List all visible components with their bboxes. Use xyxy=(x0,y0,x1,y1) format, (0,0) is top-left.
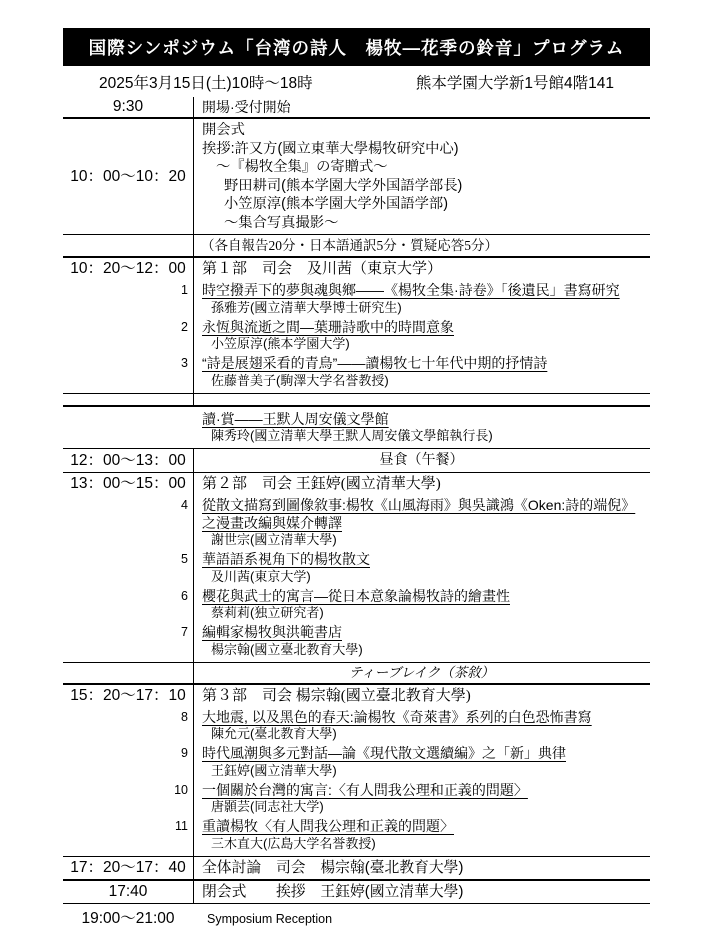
presentation-item xyxy=(63,316,650,353)
item-title: 華語語系視角下的楊牧散文 xyxy=(202,551,370,567)
item-number: 9 xyxy=(181,746,188,760)
item-title: 永恆與流逝之間—葉珊詩歌中的時間意象 xyxy=(202,318,454,335)
item-number: 8 xyxy=(181,709,188,724)
item-title: 編輯家楊牧與洪範書店 xyxy=(202,624,342,640)
item-title: 櫻花與武士的寓言—從日本意象論楊牧詩的繪畫性 xyxy=(202,587,510,604)
item-presenter: 楊宗翰(國立臺北教育大學) xyxy=(211,641,363,657)
time-cell: 13：00～15：00 xyxy=(70,475,186,492)
opening-line: 野田耕司(熊本学園大学外国語学部長) xyxy=(224,177,463,194)
item-title: 大地震, 以及黑色的春天:論楊牧《奇萊書》系列的白色恐怖書寫 xyxy=(202,708,592,725)
schedule-table xyxy=(63,97,650,931)
opening-line: 開会式 xyxy=(202,122,245,138)
presentation-item xyxy=(63,706,650,743)
presentation-item xyxy=(63,815,650,852)
presentation-item xyxy=(63,548,650,585)
item-number: 6 xyxy=(181,588,188,603)
doors-open-label: 開場·受付開始 xyxy=(202,99,291,115)
part2-header: 第２部 司会 王鈺婷(國立清華大學) xyxy=(202,476,441,492)
item-title: 從散文描寫到圖像敘事:楊牧《山風海雨》與吳識鴻《Oken:詩的端倪》之漫畫改編與媒介轉譯 xyxy=(202,497,636,531)
reception-row xyxy=(63,904,650,931)
doors-open-row xyxy=(63,97,650,119)
tea-break-label: ティーブレイク（茶敘） xyxy=(348,664,495,680)
item-presenter: 陳允元(臺北教育大學) xyxy=(211,726,337,741)
item-number: 5 xyxy=(181,552,188,566)
item-presenter: 小笠原淳(熊本学園大学) xyxy=(211,336,350,351)
tea-break-row xyxy=(63,663,650,685)
item-presenter: 蔡莉莉(独立研究者) xyxy=(211,605,324,620)
presentation-item xyxy=(63,352,650,389)
item-presenter: 佐藤普美子(駒澤大学名誉教授) xyxy=(211,372,389,388)
lunch-row xyxy=(63,449,650,473)
closing-ceremony-label: 閉会式 挨拶 王鈺婷(國立清華大學) xyxy=(202,883,464,900)
presentation-item xyxy=(63,742,650,779)
presentation-item xyxy=(63,621,650,658)
spacer-row xyxy=(63,394,650,407)
interlude-presenter: 陳秀玲(國立清華大學王默人周安儀文學館執行長) xyxy=(211,428,493,443)
reception-label: Symposium Reception xyxy=(207,911,333,926)
item-number: 10 xyxy=(174,782,188,797)
symposium-title: 国際シンポジウム「台湾の詩人 楊牧―花季の鈴音」プログラム xyxy=(88,37,625,58)
item-number: 3 xyxy=(181,356,188,370)
interlude-row xyxy=(63,407,650,450)
part3-header: 第３部 司会 楊宗翰(國立臺北教育大學) xyxy=(202,687,471,704)
date-venue-row xyxy=(63,66,650,97)
part1-header: 第１部 司会 及川茜（東京大学） xyxy=(202,261,443,277)
presentation-item xyxy=(63,585,650,622)
item-presenter: 孫雅芳(國立清華大學博士研究生) xyxy=(211,299,402,315)
item-title: 一個關於台灣的寓言:〈有人問我公理和正義的問題〉 xyxy=(202,781,528,798)
part1-header-line xyxy=(63,258,650,279)
presentation-item xyxy=(63,279,650,316)
time-cell: 12：00～13：00 xyxy=(70,451,186,469)
event-venue: 熊本学園大学新1号館4階141 xyxy=(415,74,614,92)
time-cell: 17：20～17：40 xyxy=(70,858,186,876)
item-number: 11 xyxy=(175,819,188,833)
general-discussion-row xyxy=(63,857,650,881)
interlude-title: 讀·賞——王默人周安儀文學館 xyxy=(202,410,389,427)
lunch-label: 昼食（午餐） xyxy=(379,453,464,468)
opening-ceremony-details xyxy=(193,119,650,234)
item-title: 時空撥弄下的夢與魂與鄉——《楊牧全集·詩卷》「後遺民」書寫研究 xyxy=(202,282,620,298)
item-number: 7 xyxy=(181,625,188,639)
time-cell: 17:40 xyxy=(108,882,148,900)
item-presenter: 三木直大(広島大学名誉教授) xyxy=(211,835,376,851)
opening-line: ～『楊牧全集』の寄贈式～ xyxy=(216,159,388,175)
presentation-item xyxy=(63,494,650,548)
presentation-item xyxy=(63,779,650,816)
event-date: 2025年3月15日(土)10時～18時 xyxy=(99,74,313,92)
item-title: 時代風潮與多元對話—論《現代散文選續編》之「新」典律 xyxy=(202,745,566,761)
item-presenter: 唐顥芸(同志社大学) xyxy=(211,799,324,814)
opening-ceremony-row xyxy=(63,119,650,235)
part2-row xyxy=(63,473,650,663)
part1-row xyxy=(63,258,650,394)
presentation-note: （各自報告20分・日本語通訳5分・質疑応答5分） xyxy=(201,238,498,253)
time-cell: 15：20～17：10 xyxy=(70,686,186,704)
item-presenter: 王鈺婷(國立清華大學) xyxy=(211,762,337,778)
item-presenter: 謝世宗(國立清華大學) xyxy=(211,532,337,547)
closing-ceremony-row xyxy=(63,881,650,904)
item-presenter: 及川茜(東京大学) xyxy=(211,568,311,584)
time-cell: 9:30 xyxy=(112,98,144,115)
part2-header-line xyxy=(63,473,650,494)
time-cell: 19:00～21:00 xyxy=(81,910,175,927)
general-discussion-label: 全体討論 司会 楊宗翰(臺北教育大學) xyxy=(202,859,464,876)
item-title: 重讀楊牧〈有人問我公理和正義的問題〉 xyxy=(202,818,454,834)
presentation-note-row xyxy=(63,235,650,258)
part3-row xyxy=(63,685,650,857)
program-title-bar xyxy=(63,28,650,66)
item-number: 2 xyxy=(181,319,188,334)
item-number: 4 xyxy=(181,498,188,512)
opening-line: 挨拶:許又方(國立東華大學楊牧研究中心) xyxy=(202,140,459,157)
opening-line: ～集合写真撮影～ xyxy=(224,214,339,231)
part3-header-line xyxy=(63,685,650,706)
opening-line: 小笠原淳(熊本学園大学外国語学部) xyxy=(224,196,448,212)
time-cell: 10：00～10：20 xyxy=(70,167,186,185)
item-number: 1 xyxy=(181,283,188,297)
item-title: “詩是展翅采看的青鳥”——讀楊牧七十年代中期的抒情詩 xyxy=(202,355,548,371)
time-cell: 10：20～12：00 xyxy=(70,260,186,277)
